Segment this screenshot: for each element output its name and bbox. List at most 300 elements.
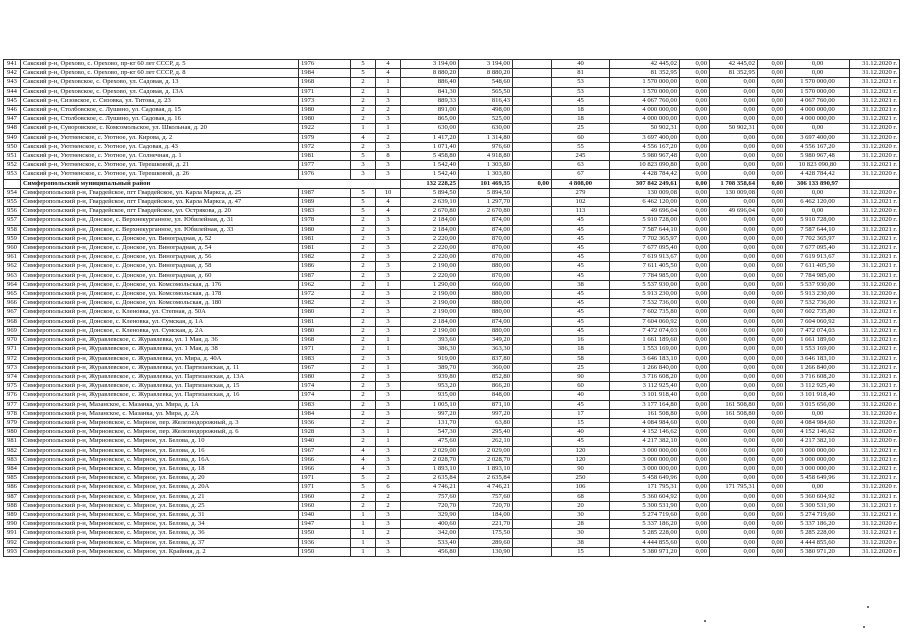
- fund-cost-cell: 0,00: [680, 290, 710, 299]
- row-number-cell: 983: [4, 455, 21, 464]
- fund-cost-cell: 0,00: [680, 207, 710, 216]
- other-area-cell: [513, 455, 552, 464]
- floors-cell: 1: [351, 529, 376, 538]
- table-row: [4, 529, 900, 538]
- year-built-cell: 1950: [299, 529, 351, 538]
- entrances-cell: 3: [376, 115, 401, 124]
- year-built-cell: 1960: [299, 492, 351, 501]
- year-built-cell: 1967: [299, 363, 351, 372]
- entrances-cell: 3: [376, 510, 401, 519]
- residents-cell: 18: [552, 345, 610, 354]
- total-cost-cell: 5 274 719,60: [610, 510, 680, 519]
- owners-cost-cell: 4 444 855,60: [786, 538, 850, 547]
- owners-cost-cell: 7 619 913,67: [786, 253, 850, 262]
- other-area-cell: [513, 60, 552, 69]
- owners-cost-cell: 4 067 760,00: [786, 96, 850, 105]
- completion-date-cell: 31.12.2020 г.: [850, 400, 900, 409]
- residents-cell: 120: [552, 446, 610, 455]
- address-cell: Симферопольский р-н, Мазанское, с. Мазанка, ул. Мира, д. 1А: [21, 400, 299, 409]
- residents-cell: 106: [552, 483, 610, 492]
- year-built-cell: 1947: [299, 520, 351, 529]
- other-area-cell: [513, 244, 552, 253]
- residents-cell: 53: [552, 78, 610, 87]
- entrances-cell: 3: [376, 161, 401, 170]
- total-area-cell: 2 184,00: [401, 317, 459, 326]
- entrances-cell: 3: [376, 225, 401, 234]
- address-cell: Симферопольский р-н, Мирновское, с. Мирное, ул. Белова, д. 16А: [21, 455, 299, 464]
- floors-cell: 3: [351, 428, 376, 437]
- fund-cost-cell: 0,00: [680, 382, 710, 391]
- total-area-cell: 5 458,80: [401, 152, 459, 161]
- total-cost-cell: 81 352,95: [610, 69, 680, 78]
- row-number-cell: 975: [4, 382, 21, 391]
- total-area-cell: 2 029,00: [401, 446, 459, 455]
- floors-cell: 1: [351, 538, 376, 547]
- other-area-cell: [513, 538, 552, 547]
- other-area-cell: [513, 400, 552, 409]
- table-row: [4, 372, 900, 381]
- total-cost-cell: 3 000 000,00: [610, 464, 680, 473]
- table-row: [4, 87, 900, 96]
- floors-cell: 2: [351, 501, 376, 510]
- municipal-cost-cell: 0,00: [758, 253, 786, 262]
- residents-cell: 45: [552, 96, 610, 105]
- total-cost-cell: 10 823 090,80: [610, 161, 680, 170]
- residents-cell: 60: [552, 382, 610, 391]
- residents-cell: 102: [552, 198, 610, 207]
- municipal-cost-cell: 0,00: [758, 142, 786, 151]
- year-built-cell: 1980: [299, 372, 351, 381]
- year-built-cell: 1984: [299, 69, 351, 78]
- completion-date-cell: 31.12.2021 г.: [850, 354, 900, 363]
- municipal-cost-cell: 0,00: [758, 234, 786, 243]
- table-row: [4, 391, 900, 400]
- completion-date-cell: 31.12.2021 г.: [850, 244, 900, 253]
- owners-cost-cell: 3 015 656,00: [786, 400, 850, 409]
- regional-cost-cell: 0,00: [710, 372, 758, 381]
- entrances-cell: 3: [376, 520, 401, 529]
- total-cost-cell: 7 472 074,03: [610, 326, 680, 335]
- municipal-cost-cell: 0,00: [758, 483, 786, 492]
- row-number-cell: 989: [4, 510, 21, 519]
- floors-cell: 5: [351, 152, 376, 161]
- entrances-cell: 3: [376, 308, 401, 317]
- year-built-cell: 1940: [299, 437, 351, 446]
- fund-cost-cell: 0,00: [680, 336, 710, 345]
- year-built-cell: 1982: [299, 253, 351, 262]
- total-cost-cell: 4 428 784,42: [610, 170, 680, 179]
- completion-date-cell: 31.12.2021 г.: [850, 455, 900, 464]
- completion-date-cell: 31.12.2020 г.: [850, 152, 900, 161]
- municipal-cost-cell: 0,00: [758, 345, 786, 354]
- row-number-cell: 976: [4, 391, 21, 400]
- municipal-cost-cell: 0,00: [758, 198, 786, 207]
- municipal-cost-cell: 0,00: [758, 60, 786, 69]
- year-built-cell: 1987: [299, 188, 351, 197]
- total-area-cell: 2 190,00: [401, 290, 459, 299]
- total-area-cell: 1 542,40: [401, 161, 459, 170]
- regional-cost-cell: 0,00: [710, 170, 758, 179]
- other-area-cell: [513, 382, 552, 391]
- other-area-cell: [513, 225, 552, 234]
- entrances-cell: 1: [376, 345, 401, 354]
- year-built-cell: 1973: [299, 96, 351, 105]
- living-area-cell: 63,80: [459, 418, 513, 427]
- row-number-cell: 965: [4, 290, 21, 299]
- completion-date-cell: 31.12.2021 г.: [850, 510, 900, 519]
- owners-cost-cell: 0,00: [786, 60, 850, 69]
- residents-cell: 45: [552, 262, 610, 271]
- total-area-cell: 889,33: [401, 96, 459, 105]
- row-number-cell: 991: [4, 529, 21, 538]
- regional-cost-cell: 0,00: [710, 253, 758, 262]
- entrances-cell: 3: [376, 446, 401, 455]
- living-area-cell: 4 918,80: [459, 152, 513, 161]
- municipal-cost-cell: 0,00: [758, 87, 786, 96]
- municipal-cost-cell: 0,00: [758, 290, 786, 299]
- municipal-cost-cell: 0,00: [758, 170, 786, 179]
- total-area-cell: 8 880,20: [401, 69, 459, 78]
- row-number-cell: 986: [4, 483, 21, 492]
- owners-cost-cell: 5 913 230,00: [786, 290, 850, 299]
- completion-date-cell: 31.12.2021 г.: [850, 225, 900, 234]
- year-built-cell: 1980: [299, 326, 351, 335]
- floors-cell: 2: [351, 418, 376, 427]
- floors-cell: 2: [351, 253, 376, 262]
- municipal-cost-cell: 0,00: [758, 207, 786, 216]
- regional-cost-cell: 0,00: [710, 280, 758, 289]
- floors-cell: 2: [351, 363, 376, 372]
- fund-cost-cell: 0,00: [680, 225, 710, 234]
- completion-date-cell: 31.12.2021 г.: [850, 446, 900, 455]
- year-built-cell: 1983: [299, 354, 351, 363]
- entrances-cell: 2: [376, 501, 401, 510]
- table-row: [4, 308, 900, 317]
- owners-cost-cell: 3 000 000,00: [786, 446, 850, 455]
- year-built-cell: 1981: [299, 244, 351, 253]
- year-built-cell: 1977: [299, 161, 351, 170]
- address-cell: Симферопольский р-н, Донское, с. Донское, ул. Виноградная, д. 58: [21, 262, 299, 271]
- owners-cost-cell: 3 112 925,40: [786, 382, 850, 391]
- address-cell: Симферопольский р-н, Мирновское, с. Мирное, ул. Белова, д. 20А: [21, 483, 299, 492]
- completion-date-cell: 31.12.2020 г.: [850, 437, 900, 446]
- completion-date-cell: 31.12.2020 г.: [850, 69, 900, 78]
- year-built-cell: 1971: [299, 474, 351, 483]
- municipal-cost-cell: 0,00: [758, 446, 786, 455]
- owners-cost-cell: 7 784 985,00: [786, 271, 850, 280]
- total-area-cell: 329,90: [401, 510, 459, 519]
- total-cost-cell: 4 444 855,60: [610, 538, 680, 547]
- floors-cell: 1: [351, 547, 376, 556]
- other-area-cell: [513, 96, 552, 105]
- address-cell: Симферопольский р-н, Донское, с. Кленовка, ул. Сумская, д. 2А: [21, 326, 299, 335]
- total-cost-cell: 5 300 531,90: [610, 501, 680, 510]
- residents-cell: 45: [552, 437, 610, 446]
- address-cell: Симферопольский р-н, Мирновское, с. Мирное, ул. Белова, д. 25: [21, 501, 299, 510]
- living-area-cell: 221,70: [459, 520, 513, 529]
- living-area-cell: 871,10: [459, 400, 513, 409]
- address-cell: Симферопольский р-н, Мирновское, с. Мирное, ул. Белова, д. 31: [21, 510, 299, 519]
- total-area-cell: 2 635,84: [401, 474, 459, 483]
- entrances-cell: 2: [376, 529, 401, 538]
- completion-date-cell: 31.12.2021 г.: [850, 271, 900, 280]
- row-number-cell: 942: [4, 69, 21, 78]
- total-area-cell: 456,80: [401, 547, 459, 556]
- other-area-cell: [513, 409, 552, 418]
- address-cell: Симферопольский р-н, Мирновское, с. Мирное, ул. Белова, д. 18: [21, 464, 299, 473]
- municipal-cost-cell: 0,00: [758, 152, 786, 161]
- regional-cost-cell: 42 445,02: [710, 60, 758, 69]
- floors-cell: 2: [351, 115, 376, 124]
- municipal-cost-cell: 0,00: [758, 372, 786, 381]
- address-cell: Симферопольский р-н, Гвардейское, пгт Гвардейское, ул. Карла Маркса, д. 25: [21, 188, 299, 197]
- regional-cost-cell: 0,00: [710, 391, 758, 400]
- total-cost-cell: 161 508,80: [610, 409, 680, 418]
- living-area-cell: 360,00: [459, 363, 513, 372]
- residents-cell: 30: [552, 510, 610, 519]
- table-row: [4, 142, 900, 151]
- table-row: [4, 69, 900, 78]
- fund-cost-cell: 0,00: [680, 124, 710, 133]
- row-number-cell: 966: [4, 299, 21, 308]
- fund-cost-cell: 0,00: [680, 106, 710, 115]
- residents-cell: 30: [552, 529, 610, 538]
- entrances-cell: 3: [376, 455, 401, 464]
- total-area-cell: 935,00: [401, 391, 459, 400]
- owners-cost-cell: 5 537 930,00: [786, 280, 850, 289]
- year-built-cell: 1984: [299, 409, 351, 418]
- other-area-cell: [513, 253, 552, 262]
- total-cost-cell: 7 602 735,80: [610, 308, 680, 317]
- address-cell: Сакский р-н, Столбовское, с. Лушино, ул. Садовая, д. 15: [21, 106, 299, 115]
- completion-date-cell: 31.12.2020 г.: [850, 133, 900, 142]
- floors-cell: 2: [351, 492, 376, 501]
- entrances-cell: 2: [376, 133, 401, 142]
- floors-cell: 2: [351, 409, 376, 418]
- completion-date-cell: 31.12.2021 г.: [850, 492, 900, 501]
- total-area-cell: 865,00: [401, 115, 459, 124]
- living-area-cell: 3 194,00: [459, 60, 513, 69]
- floors-cell: 2: [351, 225, 376, 234]
- municipal-cost-cell: 0,00: [758, 382, 786, 391]
- fund-cost-cell: 0,00: [680, 354, 710, 363]
- year-built-cell: 1974: [299, 382, 351, 391]
- table-row: [4, 60, 900, 69]
- floors-cell: 4: [351, 133, 376, 142]
- fund-cost-cell: 0,00: [680, 152, 710, 161]
- row-number-cell: 943: [4, 78, 21, 87]
- living-area-cell: 874,00: [459, 225, 513, 234]
- regional-cost-cell: 0,00: [710, 455, 758, 464]
- living-area-cell: 852,80: [459, 372, 513, 381]
- row-number-cell: 978: [4, 409, 21, 418]
- total-area-cell: 342,00: [401, 529, 459, 538]
- floors-cell: 3: [351, 170, 376, 179]
- table-row: [4, 437, 900, 446]
- total-cost-cell: 7 532 736,00: [610, 299, 680, 308]
- fund-cost-cell: 0,00: [680, 418, 710, 427]
- regional-cost-cell: 0,00: [710, 152, 758, 161]
- fund-cost-cell: 0,00: [680, 428, 710, 437]
- total-cost-cell: 7 587 644,10: [610, 225, 680, 234]
- completion-date-cell: 31.12.2021 г.: [850, 391, 900, 400]
- entrances-cell: 3: [376, 253, 401, 262]
- row-number-cell: 990: [4, 520, 21, 529]
- fund-cost-cell: 0,00: [680, 262, 710, 271]
- district-row: [4, 179, 900, 188]
- address-cell: Сакский р-н, Суворовское, с. Комсомольское, ул. Школьная, д. 20: [21, 124, 299, 133]
- entrances-cell: 3: [376, 216, 401, 225]
- other-area-cell: [513, 78, 552, 87]
- fund-cost-cell: 0,00: [680, 400, 710, 409]
- municipal-cost-cell: 0,00: [758, 492, 786, 501]
- completion-date-cell: 31.12.2020 г.: [850, 216, 900, 225]
- other-area-cell: [513, 262, 552, 271]
- living-area-cell: 757,60: [459, 492, 513, 501]
- total-cost-cell: 49 696,04: [610, 207, 680, 216]
- total-cost-cell: 5 980 967,48: [610, 152, 680, 161]
- total-area-cell: 547,30: [401, 428, 459, 437]
- residents-cell: 45: [552, 216, 610, 225]
- address-cell: Симферопольский р-н, Мазанское, с. Мазанка, ул. Мира, д. 2А: [21, 409, 299, 418]
- floors-cell: 2: [351, 271, 376, 280]
- regional-cost-cell: 0,00: [710, 87, 758, 96]
- municipal-cost-cell: 0,00: [758, 124, 786, 133]
- floors-cell: 2: [351, 391, 376, 400]
- other-area-cell: [513, 142, 552, 151]
- floors-cell: 1: [351, 520, 376, 529]
- residents-cell: 15: [552, 418, 610, 427]
- other-area-cell: [513, 529, 552, 538]
- regional-cost-cell: 0,00: [710, 510, 758, 519]
- address-cell: Сакский р-н, Уютненское, с. Уютное, ул. Садовая, д. 43: [21, 142, 299, 151]
- table-row: [4, 152, 900, 161]
- floors-cell: 3: [351, 161, 376, 170]
- completion-date-cell: 31.12.2021 г.: [850, 464, 900, 473]
- floors-cell: 2: [351, 317, 376, 326]
- year-built-cell: 1972: [299, 142, 351, 151]
- other-area-cell: [513, 520, 552, 529]
- total-area-cell: 132 228,25: [401, 179, 459, 188]
- living-area-cell: 175,50: [459, 529, 513, 538]
- total-cost-cell: 5 380 971,20: [610, 547, 680, 556]
- owners-cost-cell: 5 300 531,90: [786, 501, 850, 510]
- residents-cell: 250: [552, 474, 610, 483]
- regional-cost-cell: 0,00: [710, 198, 758, 207]
- fund-cost-cell: 0,00: [680, 271, 710, 280]
- municipal-cost-cell: 0,00: [758, 547, 786, 556]
- row-number-cell: 941: [4, 60, 21, 69]
- fund-cost-cell: 0,00: [680, 345, 710, 354]
- completion-date-cell: 31.12.2021 г.: [850, 501, 900, 510]
- total-cost-cell: 3 716 608,20: [610, 372, 680, 381]
- entrances-cell: 3: [376, 317, 401, 326]
- regional-cost-cell: 0,00: [710, 262, 758, 271]
- floors-cell: 2: [351, 87, 376, 96]
- total-cost-cell: 6 462 120,00: [610, 198, 680, 207]
- regional-cost-cell: 0,00: [710, 345, 758, 354]
- table-row: [4, 354, 900, 363]
- year-built-cell: 1967: [299, 446, 351, 455]
- total-cost-cell: 4 067 760,00: [610, 96, 680, 105]
- entrances-cell: 3: [376, 547, 401, 556]
- year-built-cell: 1971: [299, 483, 351, 492]
- fund-cost-cell: 0,00: [680, 216, 710, 225]
- regional-cost-cell: 0,00: [710, 418, 758, 427]
- regional-cost-cell: 0,00: [710, 464, 758, 473]
- total-cost-cell: 50 902,31: [610, 124, 680, 133]
- municipal-cost-cell: 0,00: [758, 317, 786, 326]
- living-area-cell: 5 894,50: [459, 188, 513, 197]
- other-area-cell: [513, 280, 552, 289]
- year-built-cell: 1972: [299, 290, 351, 299]
- entrances-cell: 3: [376, 299, 401, 308]
- total-cost-cell: 7 677 095,40: [610, 244, 680, 253]
- total-area-cell: 2 220,00: [401, 244, 459, 253]
- address-cell: Симферопольский р-н, Журавлевское, с. Журавлевка, ул. Партизанская, д. 15: [21, 382, 299, 391]
- total-area-cell: 953,20: [401, 382, 459, 391]
- total-area-cell: 2 190,00: [401, 308, 459, 317]
- regional-cost-cell: 0,00: [710, 547, 758, 556]
- floors-cell: 2: [351, 280, 376, 289]
- other-area-cell: [513, 106, 552, 115]
- table-row: [4, 326, 900, 335]
- table-row: [4, 345, 900, 354]
- row-number-cell: 963: [4, 271, 21, 280]
- entrances-cell: 1: [376, 336, 401, 345]
- completion-date-cell: 31.12.2020 г.: [850, 483, 900, 492]
- address-cell: Симферопольский р-н, Донское, с. Донское, ул. Комсомольская, д. 176: [21, 280, 299, 289]
- total-area-cell: 2 184,00: [401, 216, 459, 225]
- living-area-cell: 874,00: [459, 317, 513, 326]
- table-row: [4, 400, 900, 409]
- floors-cell: 2: [351, 96, 376, 105]
- other-area-cell: [513, 418, 552, 427]
- total-area-cell: 2 190,00: [401, 326, 459, 335]
- year-built-cell: 1980: [299, 225, 351, 234]
- year-built-cell: 1966: [299, 455, 351, 464]
- fund-cost-cell: 0,00: [680, 464, 710, 473]
- regional-cost-cell: 0,00: [710, 290, 758, 299]
- floors-cell: 5: [351, 188, 376, 197]
- residents-cell: 45: [552, 400, 610, 409]
- total-cost-cell: 1 661 189,60: [610, 336, 680, 345]
- municipal-cost-cell: 0,00: [758, 409, 786, 418]
- entrances-cell: 3: [376, 538, 401, 547]
- year-built-cell: 1968: [299, 336, 351, 345]
- living-area-cell: 870,00: [459, 234, 513, 243]
- fund-cost-cell: 0,00: [680, 510, 710, 519]
- total-cost-cell: 7 784 985,00: [610, 271, 680, 280]
- table-row: [4, 225, 900, 234]
- fund-cost-cell: 0,00: [680, 363, 710, 372]
- owners-cost-cell: 5 337 186,20: [786, 520, 850, 529]
- owners-cost-cell: 5 910 728,00: [786, 216, 850, 225]
- regional-cost-cell: 0,00: [710, 308, 758, 317]
- living-area-cell: 976,60: [459, 142, 513, 151]
- year-built-cell: 1981: [299, 152, 351, 161]
- floors-cell: 2: [351, 234, 376, 243]
- living-area-cell: 2 670,80: [459, 207, 513, 216]
- row-number-cell: 944: [4, 87, 21, 96]
- owners-cost-cell: 1 570 000,00: [786, 78, 850, 87]
- floors-cell: 5: [351, 483, 376, 492]
- entrances-cell: 3: [376, 234, 401, 243]
- table-row: [4, 455, 900, 464]
- row-number-cell: 957: [4, 216, 21, 225]
- living-area-cell: 130,90: [459, 547, 513, 556]
- living-area-cell: 565,50: [459, 87, 513, 96]
